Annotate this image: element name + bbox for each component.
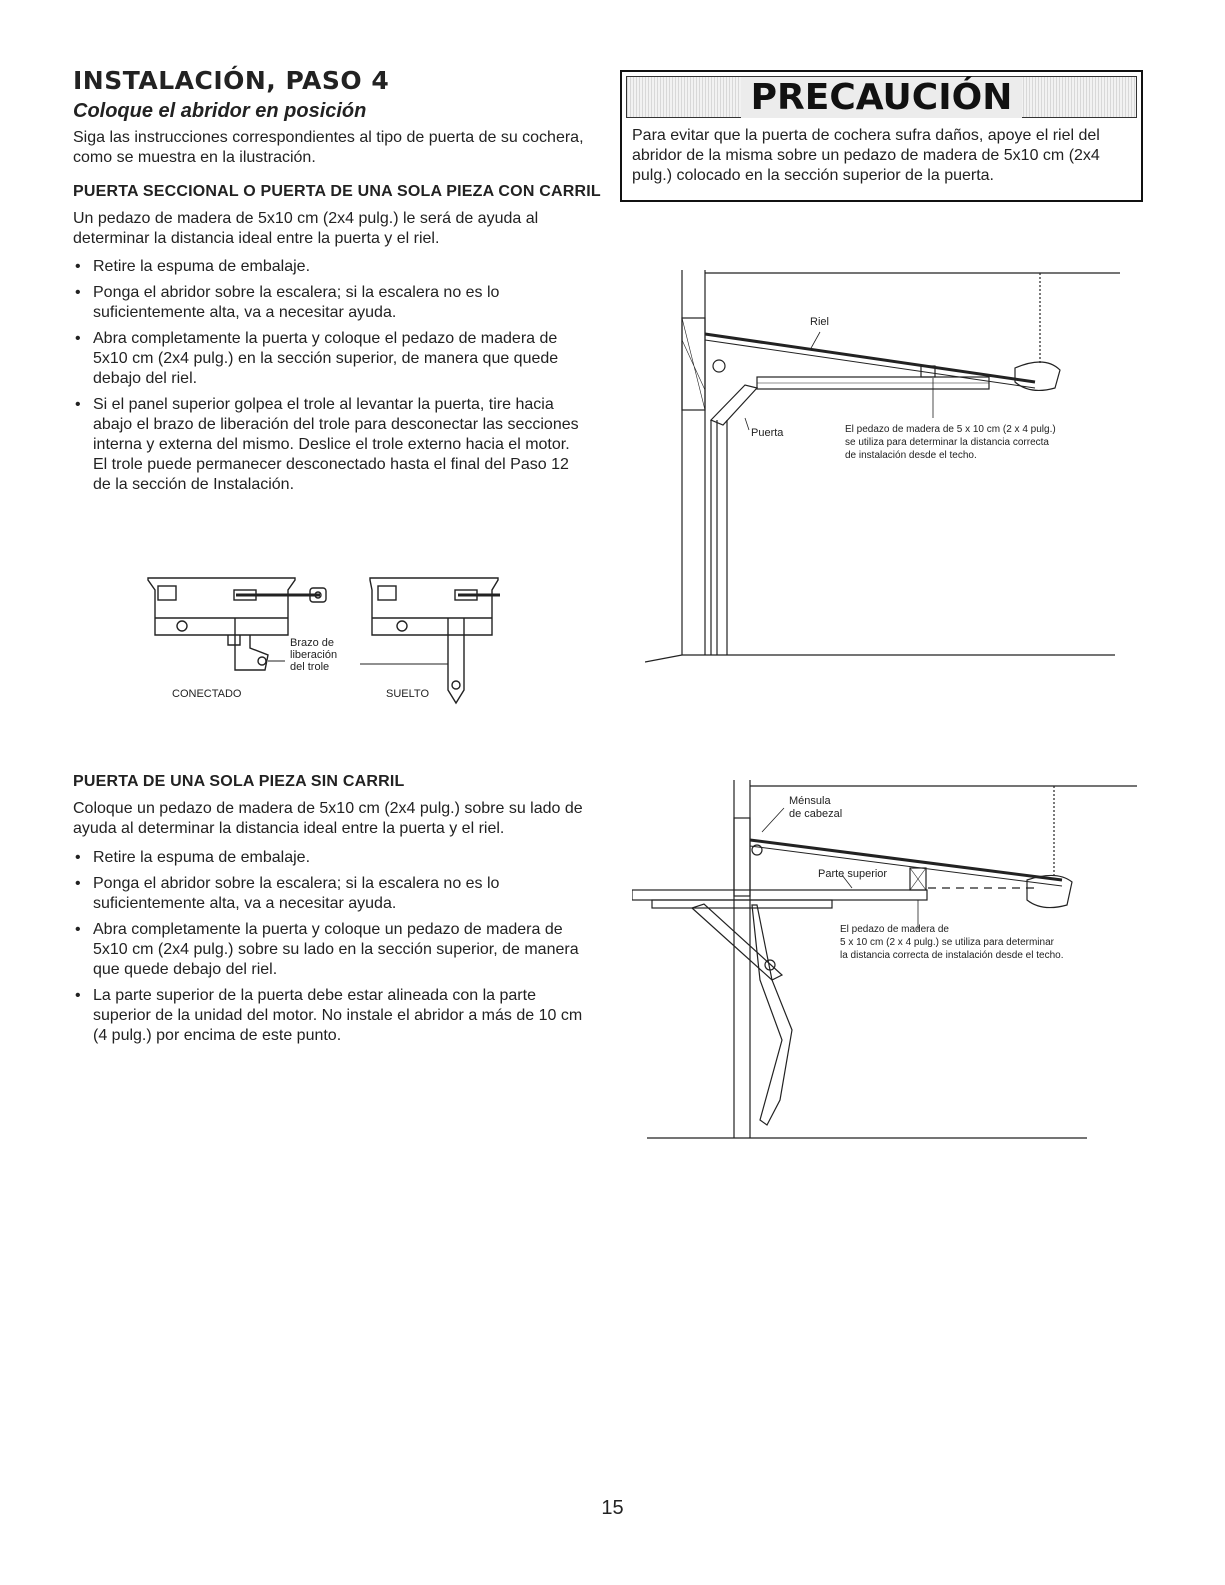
intro-text: Siga las instrucciones correspondientes al tipo de puerta de su cochera, como se muestra en la ilustración. xyxy=(73,129,584,166)
caution-box xyxy=(620,70,1143,202)
one-piece-door-figure xyxy=(632,780,1142,1142)
list-item: • La parte superior de la puerta debe estar alineada con la parte superior de la unidad del motor. No instale el abridor a más de 10 cm (4 pulg.) por encima de este punto. xyxy=(73,986,598,1046)
top-label: Parte superior xyxy=(818,868,888,880)
list-item: • Abra completamente la puerta y coloque un pedazo de madera de 5x10 cm (2x4 pulg.) sobre su lado en la sección superior, de manera que quede debajo del riel. xyxy=(73,920,598,980)
page-title: INSTALACIÓN, PASO 4 xyxy=(73,66,390,95)
door-label: Puerta xyxy=(751,427,784,439)
list-item: • Retire la espuma de embalaje. xyxy=(73,257,588,277)
list-item: • Si el panel superior golpea el trole al levantar la puerta, tire hacia abajo el brazo de liberación del trole para desconectar las secciones interna y externa del mismo. Deslice el trole externo hacia el motor. El trole puede permanecer desconectado hasta el final del Paso 12 de la sección de Instalación. xyxy=(73,395,588,495)
section1-bullets xyxy=(73,257,588,501)
release-arm-label-2: liberación xyxy=(290,649,338,661)
release-arm-label-3: del trole xyxy=(290,661,330,673)
wood-note-2: se utiliza para determinar la distancia correcta xyxy=(845,437,1049,448)
rail-label: Riel xyxy=(810,316,829,328)
list-item: • Ponga el abridor sobre la escalera; si la escalera no es lo suficientemente alta, va a necesitar ayuda. xyxy=(73,874,598,914)
connected-label: CONECTADO xyxy=(172,688,242,700)
list-item: • Retire la espuma de embalaje. xyxy=(73,848,598,868)
page-subtitle: Coloque el abridor en posición xyxy=(73,100,367,122)
bracket-label-1: Ménsula xyxy=(789,795,831,807)
wood-note-3: de instalación desde el techo. xyxy=(845,450,977,461)
list-item: • Abra completamente la puerta y coloque el pedazo de madera de 5x10 cm (2x4 pulg.) en la sección superior, de manera que quede debajo del riel. xyxy=(73,329,588,389)
caution-title: PRECAUCIÓN xyxy=(741,77,1023,118)
caution-text: Para evitar que la puerta de cochera sufra daños, apoye el riel del abridor de la misma sobre un pedazo de madera de 5x10 cm (2x4 pulg.) colocado en la sección superior de la puerta. xyxy=(632,127,1100,184)
wood-note-1: El pedazo de madera de xyxy=(840,924,949,935)
loose-label: SUELTO xyxy=(386,688,429,700)
list-item: • Ponga el abridor sobre la escalera; si la escalera no es lo suficientemente alta, va a necesitar ayuda. xyxy=(73,283,588,323)
release-arm-label-1: Brazo de xyxy=(290,637,335,649)
section2-heading: PUERTA DE UNA SOLA PIEZA SIN CARRIL xyxy=(73,773,405,790)
section2-bullets xyxy=(73,848,598,1052)
wood-note-1: El pedazo de madera de 5 x 10 cm (2 x 4 pulg.) xyxy=(845,424,1056,435)
trolley-figure xyxy=(140,560,500,715)
wood-note-3: la distancia correcta de instalación desde el techo. xyxy=(840,950,1064,961)
section2-text: Coloque un pedazo de madera de 5x10 cm (2x4 pulg.) sobre su lado de ayuda al determinar la distancia ideal entre la puerta y el riel. xyxy=(73,800,583,837)
section1-text: Un pedazo de madera de 5x10 cm (2x4 pulg.) le será de ayuda al determinar la distancia ideal entre la puerta y el riel. xyxy=(73,210,539,247)
caution-banner xyxy=(626,76,1137,118)
sectional-door-figure xyxy=(645,270,1120,665)
wood-note-2: 5 x 10 cm (2 x 4 pulg.) se utiliza para determinar xyxy=(840,937,1054,948)
section1-heading: PUERTA SECCIONAL O PUERTA DE UNA SOLA PIEZA CON CARRIL xyxy=(73,183,601,200)
bracket-label-2: de cabezal xyxy=(789,808,843,820)
page-number: 15 xyxy=(601,1497,624,1519)
